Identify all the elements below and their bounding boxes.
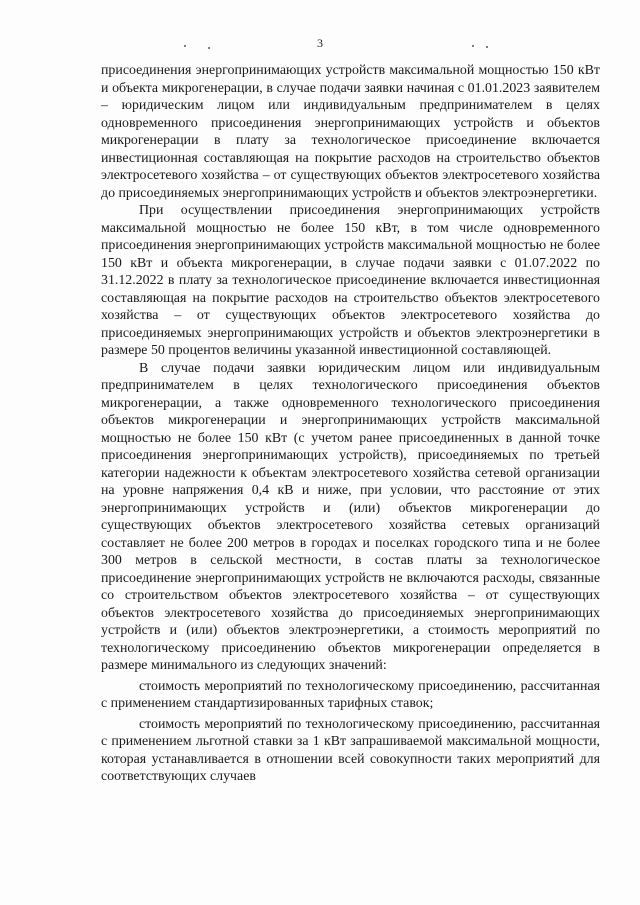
paragraph-150kw-2022: При осуществлении присоединения энергопринимающих устройств максимальной мощностью не более 150 кВт, в том числе одновременного присоединения энергопринимающих устройств максимальной мощностью не более 150 кВт и объекта микрогенерации, в случае подачи заявки с 01.07.2022 по 31.12.2022 в плату за технологическое присоединение включается инвестиционная составляющая на покрытие расходов на строительство объектов электросетевого хозяйства – от существующих объектов электросетевого хозяйства до присоединяемых энергопринимающих устройств и объектов электроэнергетики в размере 50 процентов величины указанной инвестиционной составляющей. xyxy=(101,203,600,358)
list-item-standard-rates: стоимость мероприятий по технологическому присоединению, рассчитанная с применением стандартизированных тарифных ставок; xyxy=(101,678,600,711)
paragraph-continuation: присоединения энергопринимающих устройств максимальной мощностью 150 кВт и объекта микрогенерации, в случае подачи заявки начиная с 01.01.2023 заявителем – юридическим лицом или индивидуальным предпринимателем в целях одновременного присоединения энергопринимающих устройств и объектов микрогенерации в плату за технологическое присоединение включается инвестиционная составляющая на покрытие расходов на строительство объектов электросетевого хозяйства – от существующих объектов электросетевого хозяйства до присоединяемых энергопринимающих устройств и объектов электроэнергетики. xyxy=(101,63,600,201)
scan-speck xyxy=(472,45,474,47)
page-number: 3 xyxy=(317,36,323,50)
paragraph-microgeneration: В случае подачи заявки юридическим лицом или индивидуальным предпринимателем в целях технологического присоединения объектов микрогенерации, а также одновременного технологического присоединения объектов микрогенерации и энергопринимающих устройств максимальной мощностью не более 150 кВт (с учетом ранее присоединенных в данной точке присоединения энергопринимающих устройств), присоединяемых по третьей категории надежности к объектам электросетевого хозяйства сетевой организации на уровне напряжения 0,4 кВ и ниже, при условии, что расстояние от этих энергопринимающих устройств и (или) объектов микрогенерации до существующих объектов электросетевого хозяйства сетевых организаций составляет не более 200 метров в городах и поселках городского типа и не более 300 метров в сельской местности, в состав платы за технологическое присоединение энергопринимающих устройств не включаются расходы, связанные со строительством объектов электросетевого хозяйства – от существующих объектов электросетевого хозяйства до присоединяемых энергопринимающих устройств и (или) объектов электроэнергетики, а стоимость мероприятий по технологическому присоединению объектов микрогенерации определяется в размере минимального из следующих значений: xyxy=(101,360,600,673)
scan-speck xyxy=(486,46,488,48)
document-body xyxy=(101,62,600,786)
scan-speck xyxy=(184,45,186,47)
list-item-preferential-rate: стоимость мероприятий по технологическому присоединению, рассчитанная с применением льготной ставки за 1 кВт запрашиваемой максимальной мощности, которая устанавливается в отношении всей совокупности таких мероприятий для соответствующих случаев xyxy=(101,716,600,784)
scan-speck xyxy=(208,47,210,49)
